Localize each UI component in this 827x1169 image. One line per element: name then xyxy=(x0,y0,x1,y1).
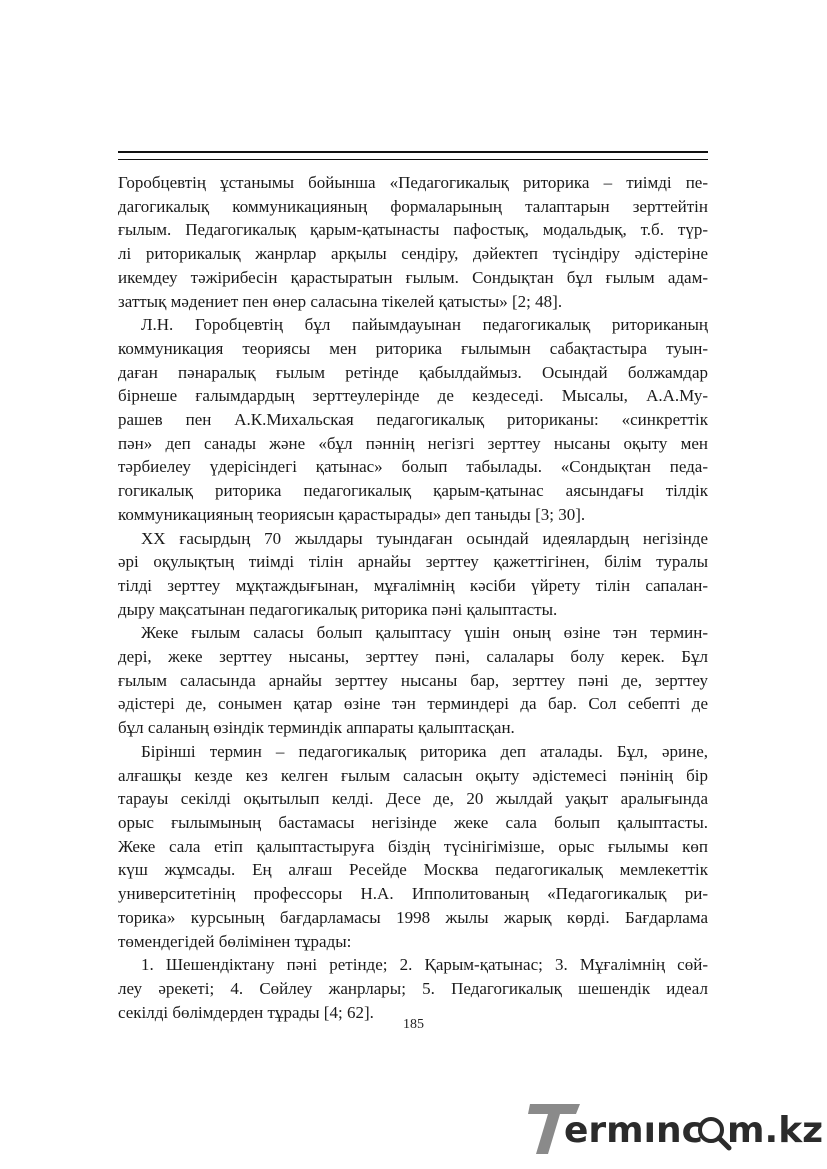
text-line: Л.Н. Горобцевтің бұл пайымдауынан педагогикалық риториканың xyxy=(141,315,708,335)
text-line: пән» деп санады және «бұл пәннің негізгі зерттеу нысаны оқыту мен xyxy=(118,433,708,453)
text-line: әрі оқулықтың тиімді тілін арнайы зерттеу қажеттігінен, білім туралы xyxy=(118,552,708,572)
text-line: коммуникация теориясы мен риторика ғылымын сабақтастыра туын- xyxy=(118,338,708,358)
text-line: XX ғасырдың 70 жылдары туындаған осындай идеялардың негізінде xyxy=(141,528,708,548)
text-line: Жеке ғылым саласы болып қалыптасу үшін оның өзіне тән термин- xyxy=(141,623,708,643)
text-line: лі риторикалық жанрлар арқылы сендіру, дәйектеп түсіндіру әдістеріне xyxy=(118,244,708,264)
text-line: күш жұмсады. Ең алғаш Ресейде Москва педагогикалық мемлекеттік xyxy=(118,860,708,880)
text-line: ғылым саласында арнайы зерттеу нысаны бар, зерттеу пәні де, зерттеу xyxy=(118,670,708,690)
text-line: икемдеу тәжірибесін қарастыратын ғылым. Сондықтан бұл ғылым адам- xyxy=(118,267,708,287)
text-line: гогикалық риторика педагогикалық қарым-қатынас аясындағы тілдік xyxy=(118,481,708,501)
text-line: дыру мақсатынан педагогикалық риторика пәні қалыптасты. xyxy=(118,599,558,619)
text-line: Жеке сала етіп қалыптастыруға біздің түсінігімізше, орыс ғылымы көп xyxy=(118,836,708,856)
text-line: төмендегідей бөлімінен тұрады: xyxy=(118,931,352,951)
header-rule-thin xyxy=(118,159,708,160)
text-line: дері, жеке зерттеу нысаны, зерттеу пәні, салалары болу керек. Бұл xyxy=(118,647,708,667)
text-line: леу әрекеті; 4. Сөйлеу жанрлары; 5. Педагогикалық шешендік идеал xyxy=(118,978,708,998)
header-rule-thick xyxy=(118,151,708,153)
text-line: заттық мәдениет пен өнер саласына тікелей қатысты» [2; 48]. xyxy=(118,291,563,311)
text-line: ғылым. Педагогикалық қарым-қатынасты пафостық, модальдық, т.б. түр- xyxy=(118,220,708,240)
text-line: рашев пен А.К.Михальская педагогикалық риториканы: «синкреттік xyxy=(118,410,708,430)
text-line: тілді зерттеу мұқтаждығынан, мұғалімнің кәсіби үйрету тілін сапалан- xyxy=(118,575,708,595)
watermark-wordmark xyxy=(528,1098,824,1158)
text-line: 1. Шешендіктану пәні ретінде; 2. Қарым-қатынас; 3. Мұғалімнің сөй- xyxy=(141,955,708,975)
text-line: коммуникацияның теориясын қарастырады» деп таныды [3; 30]. xyxy=(118,504,586,524)
watermark-logo xyxy=(528,1098,824,1158)
text-line: секілді бөлімдерден тұрады [4; 62]. xyxy=(118,1002,374,1022)
text-line: әдістері де, сонымен қатар өзіне тән терминдері да бар. Сол себепті де xyxy=(118,694,708,714)
svg-text:ermınc: ermınc xyxy=(564,1110,703,1151)
text-line: даған пәнаралық ғылым ретінде қабылдаймыз. Осындай болжамдар xyxy=(118,362,708,382)
text-line: Горобцевтің ұстанымы бойынша «Педагогикалық риторика – тиімді пе- xyxy=(118,173,708,192)
text-line: университетінің профессоры Н.А. Ипполитованың «Педагогикалық ри- xyxy=(118,884,708,904)
text-line: бұл саланың өзіндік терминдік аппараты қалыптасқан. xyxy=(118,718,515,738)
text-line: тәрбиелеу үдерісіндегі қатынас» болып табылады. «Сондықтан педа- xyxy=(118,457,708,477)
text-line: торика» курсының бағдарламасы 1998 жылы жарық көрді. Бағдарлама xyxy=(118,907,708,927)
text-line: дагогикалық коммуникацияның формаларының талаптарын зерттейтін xyxy=(118,196,708,216)
svg-text:m.kz: m.kz xyxy=(727,1110,824,1151)
text-line: тарауы секілді оқытылып келді. Десе де, 20 жылдай уақыт аралығында xyxy=(118,789,708,809)
page-number: 185 xyxy=(403,1017,424,1032)
body-text xyxy=(118,171,708,1024)
text-line: Бірінші термин – педагогикалық риторика деп аталады. Бұл, әрине, xyxy=(141,741,708,761)
text-line: алғашқы кезде кез келген ғылым саласын оқыту әдістемесі пәнінің бір xyxy=(118,765,708,785)
text-line: орыс ғылымының бастамасы негізінде жеке сала болып қалыптасты. xyxy=(118,812,708,832)
text-line: бірнеше ғалымдардың зерттеулерінде де кездеседі. Мысалы, А.А.Му- xyxy=(118,386,708,406)
